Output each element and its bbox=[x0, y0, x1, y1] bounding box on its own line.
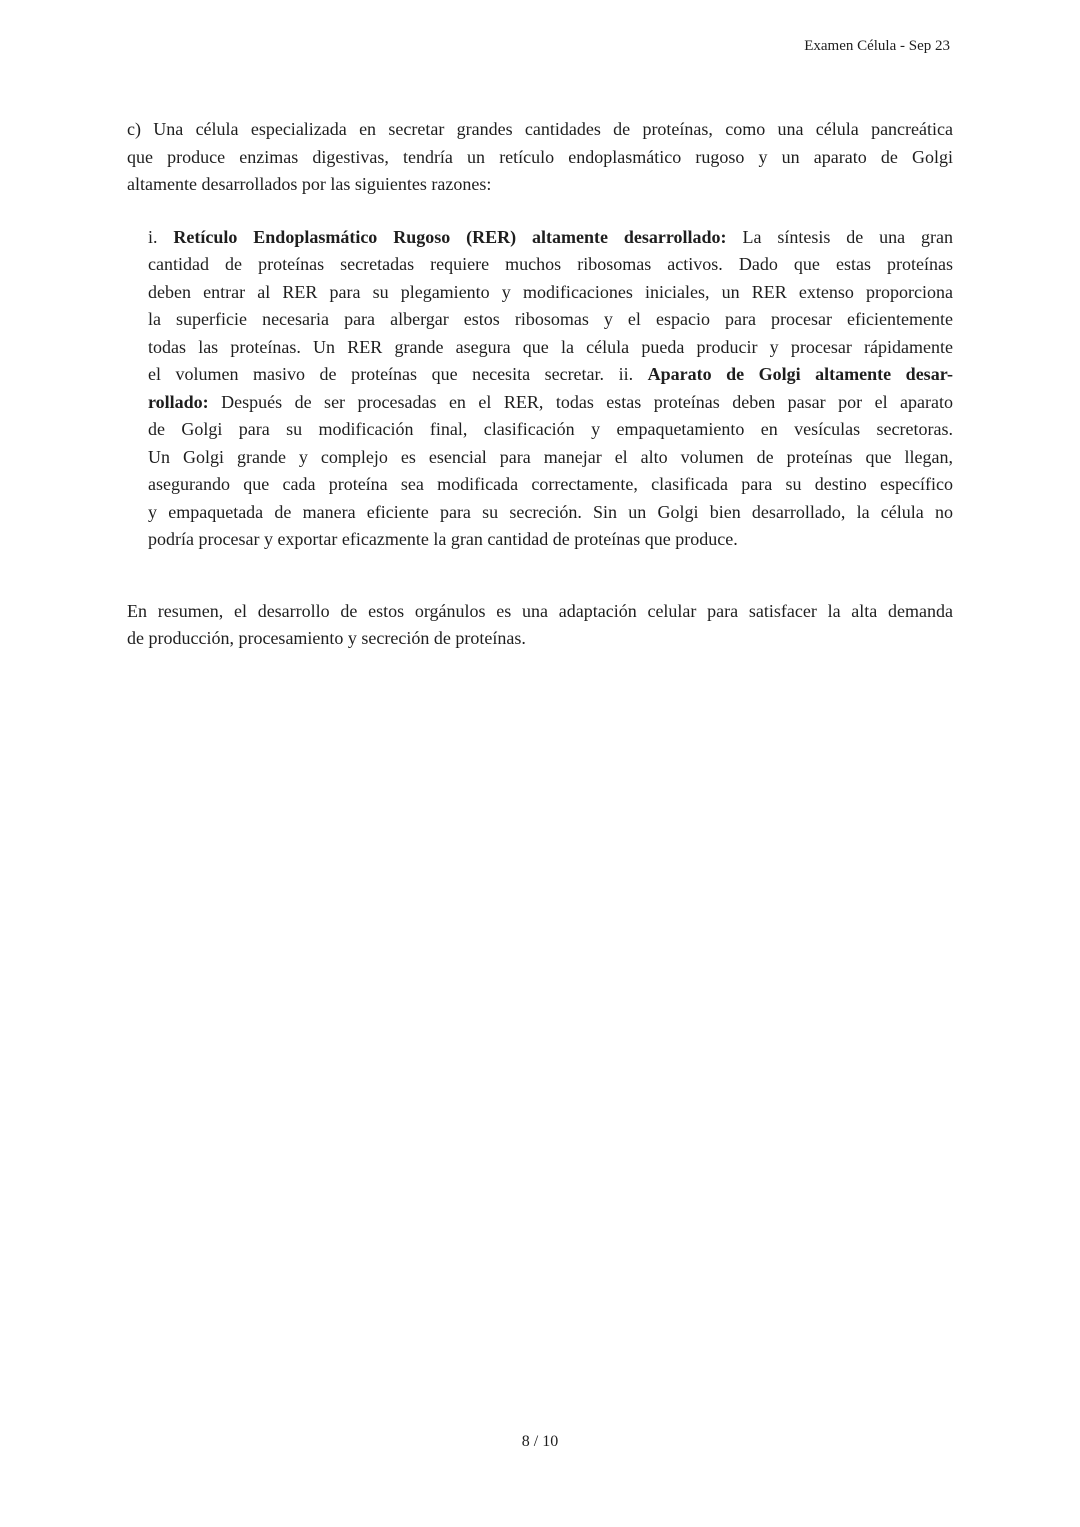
text-line: todas las proteínas. Un RER grande asegura que la célula pueda producir y procesar rápidamente bbox=[148, 336, 953, 357]
text-line: y empaquetada de manera eficiente para su secreción. Sin un Golgi bien desarrollado, la célula no bbox=[148, 501, 953, 522]
text-run: Después de ser procesadas en el RER, todas estas proteínas deben pasar por el aparato bbox=[208, 391, 953, 412]
text-line bbox=[148, 389, 953, 417]
summary-paragraph bbox=[127, 598, 953, 653]
text-line: deben entrar al RER para su plegamiento y modificaciones iniciales, un RER extenso proporciona bbox=[148, 281, 953, 302]
text-line: de producción, procesamiento y secreción de proteínas. bbox=[127, 628, 526, 648]
answer-block bbox=[148, 224, 953, 554]
text-line bbox=[148, 224, 953, 252]
text-run: La síntesis de una gran bbox=[726, 226, 953, 247]
page-header bbox=[804, 37, 950, 55]
bold-heading-run: rollado: bbox=[148, 391, 209, 412]
text-line: la superficie necesaria para albergar estos ribosomas y el espacio para procesar eficientemente bbox=[148, 309, 953, 329]
text-run: el volumen masivo de proteínas que necesita secretar. ii. bbox=[148, 364, 648, 384]
page-content bbox=[127, 116, 953, 653]
bold-heading-run: Aparato de Golgi altamente desar- bbox=[647, 364, 954, 384]
text-line: altamente desarrollados por las siguientes razones: bbox=[127, 174, 492, 194]
text-line: que produce enzimas digestivas, tendría un retículo endoplasmático rugoso y un aparato de Golgi bbox=[127, 146, 953, 167]
header-title: Examen Célula - Sep 23 bbox=[804, 38, 950, 54]
page-footer bbox=[0, 1433, 1080, 1451]
text-line: En resumen, el desarrollo de estos orgánulos es una adaptación celular para satisfacer la alta demanda bbox=[127, 600, 953, 621]
text-line: de Golgi para su modificación final, clasificación y empaquetamiento en vesículas secretoras. bbox=[148, 419, 953, 439]
text-line: cantidad de proteínas secretadas requiere muchos ribosomas activos. Dado que estas proteínas bbox=[148, 254, 953, 274]
bold-heading-run: Retículo Endoplasmático Rugoso (RER) altamente desarrollado: bbox=[173, 226, 727, 247]
text-line bbox=[148, 361, 953, 389]
text-line: asegurando que cada proteína sea modificada correctamente, clasificada para su destino específico bbox=[148, 474, 953, 494]
page-number: 8 / 10 bbox=[521, 1433, 559, 1450]
list-marker: i. bbox=[148, 226, 174, 247]
text-line: Un Golgi grande y complejo es esencial para manejar el alto volumen de proteínas que llegan, bbox=[148, 446, 953, 467]
text-line: podría procesar y exportar eficazmente la gran cantidad de proteínas que produce. bbox=[148, 529, 738, 549]
text-line: c) Una célula especializada en secretar grandes cantidades de proteínas, como una célula pancreática bbox=[127, 119, 953, 139]
intro-paragraph bbox=[127, 116, 953, 199]
